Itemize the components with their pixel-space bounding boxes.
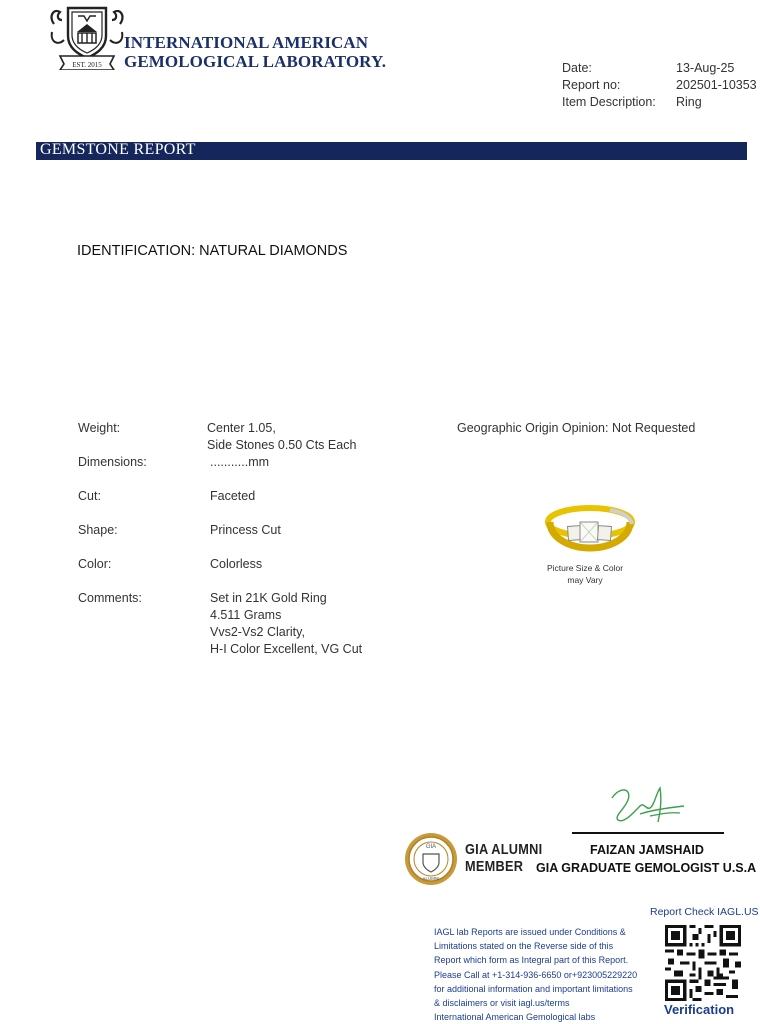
report-number-label: Report no:	[562, 78, 621, 92]
iagl-logo	[48, 2, 126, 70]
signature-line	[572, 832, 724, 834]
cut-label: Cut:	[78, 489, 101, 503]
weight-value-line: Center 1.05,	[207, 421, 276, 435]
color-label: Color:	[78, 557, 112, 571]
disclaimer-line: Report which form as Integral part of this Report.	[434, 955, 629, 966]
gia-seal-text: GIA	[425, 844, 437, 850]
logo-est-text: EST. 2015	[72, 61, 102, 69]
org-name-line2: GEMOLOGICAL LABORATORY.	[124, 52, 387, 71]
picture-note-line: Picture Size & Color	[546, 563, 624, 573]
gia-alumni-seal	[404, 832, 458, 886]
weight-value	[207, 420, 356, 454]
picture-disclaimer	[530, 562, 640, 586]
disclaimer-line: for additional information and important limitations	[434, 983, 633, 994]
shape-value: Princess Cut	[210, 523, 281, 537]
disclaimer-line: International American Gemological labs	[434, 1012, 596, 1023]
comments-line: Vvs2-Vs2 Clarity,	[210, 625, 305, 639]
ring-image	[540, 498, 640, 558]
report-number-value: 202501-10353	[676, 78, 757, 92]
item-description-value: Ring	[676, 95, 702, 109]
report-title: GEMSTONE REPORT	[40, 141, 196, 158]
cut-value: Faceted	[210, 489, 256, 503]
comments-line: Set in 21K Gold Ring	[210, 591, 327, 605]
shape-label: Shape:	[78, 523, 118, 537]
dimensions-value: ...........mm	[210, 455, 270, 469]
gia-seal-subtext: ALUMNI	[422, 876, 440, 881]
comments-line: 4.511 Grams	[210, 608, 282, 622]
disclaimer-line: & disclaimers or visit iagl.us/terms	[434, 998, 570, 1009]
disclaimer-line: IAGL lab Reports are issued under Conditions &	[434, 927, 626, 937]
org-name-line1: INTERNATIONAL AMERICAN	[124, 33, 369, 52]
gia-alumni-line2: MEMBER	[465, 858, 524, 875]
weight-value-line: Side Stones 0.50 Cts Each	[207, 438, 357, 452]
comments-value	[210, 590, 362, 658]
verification-qr-code[interactable]	[665, 925, 741, 1001]
geographic-origin-opinion: Geographic Origin Opinion: Not Requested	[457, 421, 696, 435]
verification-label: Verification	[664, 1002, 735, 1017]
comments-label: Comments:	[78, 591, 142, 605]
picture-note-line: may Vary	[567, 575, 603, 585]
comments-line: H-I Color Excellent, VG Cut	[210, 642, 363, 656]
dimensions-label: Dimensions:	[78, 455, 147, 469]
signer-name: FAIZAN JAMSHAID	[590, 843, 704, 857]
disclaimer-line: Please Call at +1-314-936-6650 or+923005229220	[434, 969, 638, 980]
footer-disclaimer	[434, 925, 664, 1024]
report-check-link[interactable]: Report Check IAGL.US	[650, 906, 759, 918]
handwritten-signature	[600, 780, 690, 830]
weight-label: Weight:	[78, 421, 121, 435]
disclaimer-line: Limitations stated on the Reverse side of this	[434, 941, 614, 952]
date-value: 13-Aug-25	[676, 61, 735, 75]
signer-title: GIA GRADUATE GEMOLOGIST U.S.A	[536, 861, 757, 875]
color-value: Colorless	[210, 557, 263, 571]
identification-heading: IDENTIFICATION: NATURAL DIAMONDS	[77, 243, 348, 259]
item-description-label: Item Description:	[562, 95, 656, 109]
date-label: Date:	[562, 61, 592, 75]
gia-alumni-line1: GIA ALUMNI	[465, 841, 543, 858]
